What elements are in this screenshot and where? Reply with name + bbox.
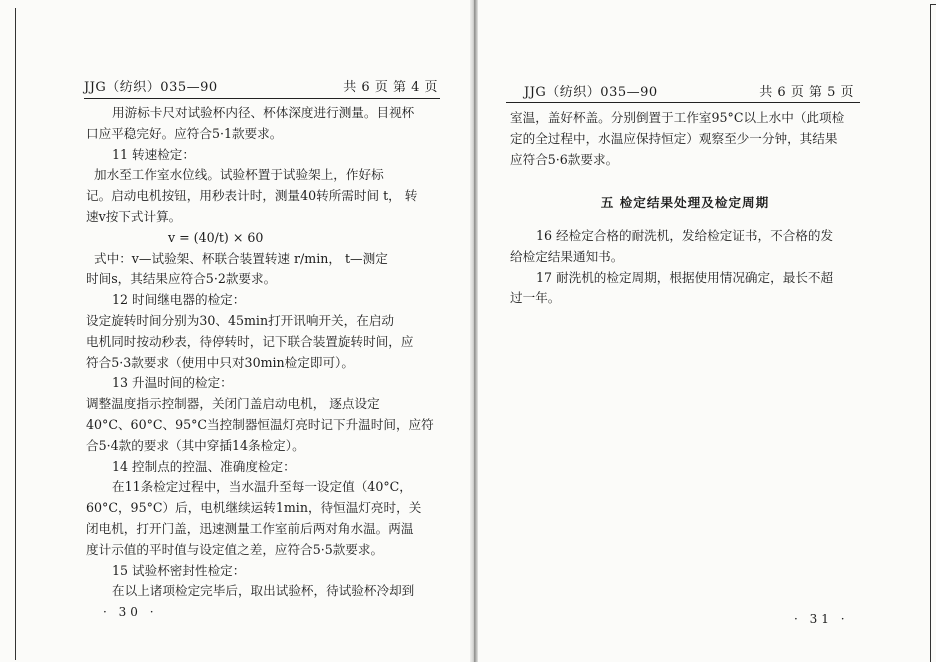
text-line: 定的全过程中，水温应保持恒定）观察至少一分钟，其结果	[510, 130, 838, 146]
left-page-number: · 30 ·	[103, 605, 158, 619]
text-line: 闭电机，打开门盖，迅速测量工作室前后两对角水温。两温	[86, 520, 414, 536]
right-header-standard: JJG（纺织）035—90	[524, 85, 658, 100]
right-page-body-bottom	[510, 226, 860, 309]
clause-heading: 13 升温时间的检定：	[112, 375, 233, 391]
text-line: 时间s，其结果应符合5·2款要求。	[86, 271, 277, 287]
text-line: 调整温度指示控制器，关闭门盖启动电机， 逐点设定	[86, 396, 380, 412]
right-header-rule	[506, 102, 860, 103]
right-page-body-top	[510, 108, 860, 170]
text-line: 过一年。	[510, 290, 561, 306]
left-header-rule	[84, 98, 440, 99]
text-line: 16 经检定合格的耐洗机，发给检定证书，不合格的发	[536, 228, 834, 243]
right-page-edge	[930, 4, 931, 662]
text-line: 记。启动电机按钮，用秒表计时，测量40转所需时间 t， 转	[86, 188, 418, 204]
text-line: 度计示值的平时值与设定值之差，应符合5·5款要求。	[86, 541, 384, 557]
book-gutter	[470, 0, 478, 662]
corner-mark	[930, 4, 936, 5]
text-line: 给检定结果通知书。	[510, 248, 624, 264]
section-title: 五 检定结果处理及检定周期	[600, 195, 770, 210]
clause-heading: 14 控制点的控温、准确度检定：	[112, 458, 296, 474]
left-header-standard: JJG（纺织）035—90	[84, 80, 218, 95]
text-line: 合5·4款的要求（其中穿插14条检定）。	[86, 437, 305, 453]
left-page-header	[84, 76, 438, 95]
text-line: 在以上诸项检定完毕后，取出试验杯，待试验杯冷却到	[112, 583, 415, 599]
right-header-page-count: 共 6 页 第 5 页	[759, 85, 854, 100]
text-line: 速v按下式计算。	[86, 208, 182, 224]
text-line: 加水至工作室水位线。试验杯置于试验架上，作好标	[94, 167, 384, 183]
text-line: 设定旋转时间分别为30、45min打开讯响开关，在启动	[86, 312, 395, 328]
text-line: 室温，盖好杯盖。分别倒置于工作室95°C以上水中（此项检	[510, 110, 845, 125]
right-page-header	[524, 81, 854, 100]
text-line: 在11条检定过程中，当水温升至每一设定值（40°C，	[112, 479, 412, 495]
text-line: 符合5·3款要求（使用中只对30min检定即可）。	[86, 354, 354, 370]
clause-heading: 11 转速检定：	[112, 146, 195, 162]
text-line: 式中：v—试验架、杯联合装置转速 r/min， t—测定	[94, 250, 388, 266]
clause-heading: 12 时间继电器的检定：	[112, 292, 246, 308]
text-line: 17 耐洗机的检定周期，根据使用情况确定，最长不超	[536, 269, 834, 285]
clause-heading: 15 试验杯密封性检定：	[112, 562, 246, 578]
right-page	[478, 0, 936, 662]
text-line: 40°C、60°C、95°C当控制器恒温灯亮时记下升温时间，应符	[86, 416, 434, 432]
left-page-body	[86, 103, 440, 602]
right-page-number: · 31 ·	[794, 612, 849, 626]
text-line: 用游标卡尺对试验杯内径、杯体深度进行测量。目视杯	[112, 105, 415, 120]
text-line: 电机同时按动秒表，待停转时，记下联合装置旋转时间，应	[86, 333, 414, 349]
left-page-edge	[15, 8, 16, 660]
left-header-page-count: 共 6 页 第 4 页	[343, 80, 438, 95]
formula: v = (40/t) × 60	[168, 229, 264, 245]
text-line: 应符合5·6款要求。	[510, 151, 619, 167]
text-line: 口应平稳完好。应符合5·1款要求。	[86, 125, 283, 141]
text-line: 60°C，95°C）后，电机继续运转1min，待恒温灯亮时，关	[86, 500, 422, 516]
